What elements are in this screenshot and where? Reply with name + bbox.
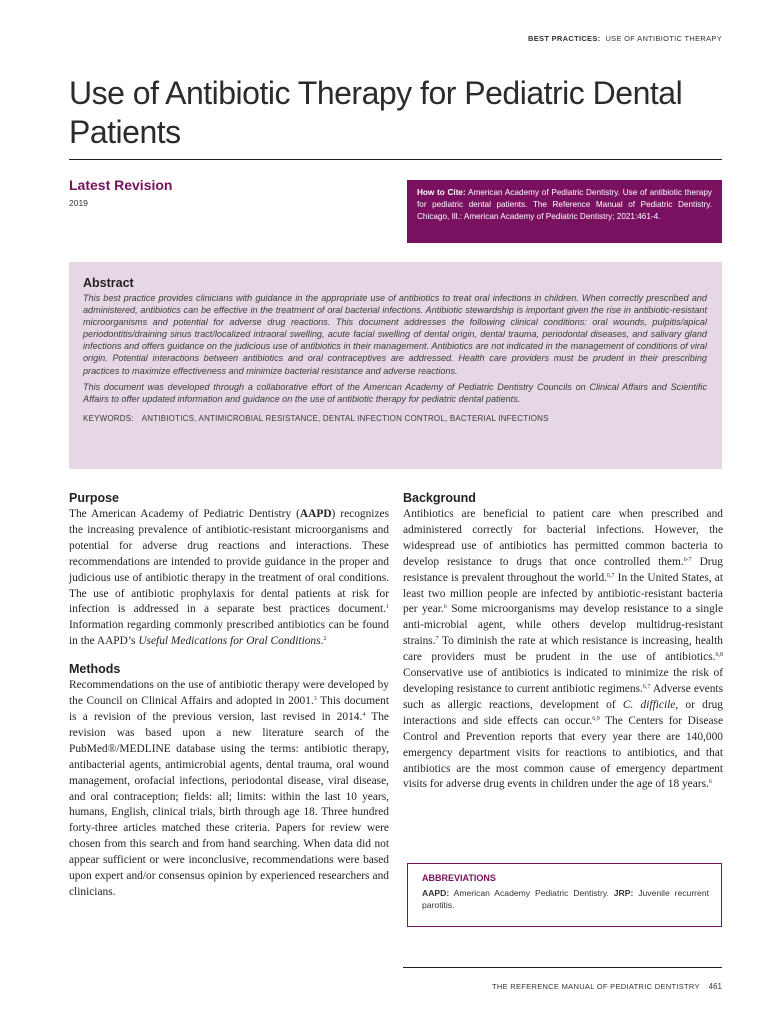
reference-1[interactable]: 1 — [386, 604, 389, 611]
reference-2[interactable]: 2 — [323, 636, 327, 643]
abbreviations-text: AAPD: American Academy Pediatric Dentistry. JRP: Juvenile recurrent parotitis. — [422, 888, 709, 910]
abstract-box — [69, 262, 722, 469]
abstract-heading: Abstract — [83, 276, 134, 290]
reference-4[interactable]: 4 — [362, 711, 366, 718]
right-column — [403, 490, 723, 793]
reference-6-7[interactable]: 6-7 — [683, 556, 692, 563]
abbreviations-heading: ABBREVIATIONS — [422, 873, 496, 883]
useful-medications-title: Useful Medications for Oral Conditions — [138, 635, 321, 648]
keywords-list: ANTIBIOTICS, ANTIMICROBIAL RESISTANCE, DENTAL INFECTION CONTROL, BACTERIAL INFECTIONS — [141, 413, 549, 423]
running-head-topic: USE OF ANTIBIOTIC THERAPY — [605, 34, 722, 43]
revision-heading: Latest Revision — [69, 177, 173, 193]
reference-6-9[interactable]: 6,9 — [592, 715, 600, 722]
reference-6b[interactable]: 6 — [708, 779, 712, 786]
citation-text: American Academy of Pediatric Dentistry. Use of antibiotic therapy for pediatric dental patients. The Reference Manual of Pediatric Dentistry. Chicago, Ill.: American Academy of Pediatric Dentistry; 2021:461-4. — [417, 188, 712, 221]
page-title: Use of Antibiotic Therapy for Pediatric Dental Patients — [69, 75, 683, 150]
keywords-label: KEYWORDS: — [83, 413, 134, 423]
title-divider — [69, 159, 722, 160]
reference-6-7c[interactable]: 6,7 — [642, 683, 651, 690]
citation-label: How to Cite: — [417, 188, 466, 197]
abbreviations-box — [407, 863, 722, 927]
footer-journal-name: THE REFERENCE MANUAL OF PEDIATRIC DENTISTRY — [492, 982, 700, 991]
reference-6[interactable]: 6 — [443, 604, 447, 611]
running-head-label: BEST PRACTICES: — [528, 34, 601, 43]
revision-year: 2019 — [69, 198, 88, 208]
abstract-paragraph: This best practice provides clinicians with guidance in the appropriate use of antibiotics to treat oral infections in children. When correctly prescribed and administered, antibiotics can be effective in the treatment of oral bacterial infections. Antibiotic stewardship is important given the rise in antibiotic-resistant microorganisms and potential for adverse drug reactions. This document addresses the following clinical conditions: oral wounds, pulpitis/apical periodontitis/draining sinus tract/localized intraoral swelling, acute facial swelling of dental origin, dental trauma, periodontal diseases, and salivary gland infections and offers guidance on the judicious use of antibiotics in their management. Antibiotics are not indicated in the management of conditions of viral origin. Potential interactions between antibiotics and oral contraceptives are addressed. Health care providers must be prudent in their prescribing practices to maximize effectiveness and minimize bacterial resistance and adverse reactions. — [83, 293, 707, 376]
citation-box — [407, 180, 722, 243]
page-number: 461 — [708, 982, 722, 991]
reference-3[interactable]: 3 — [313, 696, 317, 703]
purpose-text: The American Academy of Pediatric Dentistry (AAPD) recognizes the increasing prevalence of antibiotic-resistant microorganisms and potential for adverse drug reactions and interactions. These recommendations are intended to provide guidance in the proper and judicious use of antibiotic therapy in the treatment of oral conditions. The use of antibiotic prophylaxis for dental patients at risk for infection is addressed in a separate best practices document.$^1$ Information regarding commonly prescribed antibiotics can be found in the AAPD’s Useful Medications for Oral Conditions.$^2$ — [69, 508, 389, 648]
reference-6-7b[interactable]: 6,7 — [607, 572, 615, 579]
footer-divider — [403, 967, 722, 968]
background-text: Antibiotics are beneficial to patient care when prescribed and administered correctly for bacterial infections. However, the widespread use of antibiotics has permitted common bacteria to develop resistance to drugs that once controlled them.$^{6-7}$ Drug resistance is prevalent throughout the world.$^{6,7}$ In the United States, at least two million people are infected by antibiotic-resistant bacteria per year.$^6$ Some microorganisms may develop resistance to a single anti-microbial agent, while others develop multidrug-resistant strains.$^7$ To diminish the rate at which resistance is increasing, health care providers must be prudent in the use of antibiotics.$^{6,8}$ Conservative use of antibiotics is indicated to minimize the risk of developing resistance to current antibiotic regimens.$^{6,7}$ Adverse events such as allergic reactions, development of C. difficile, or drug interactions and side effects can occur.$^{6,9}$ The Centers for Disease Control and Prevention reports that every year there are 140,000 emergency department visits for reactions to antibiotics, and that antibiotics are the most common cause of emergency department visits for adverse drug events in children under the age of 18 years.$^6$ — [403, 508, 724, 791]
c-difficile: C. difficile — [622, 698, 676, 711]
reference-6-8[interactable]: 6,8 — [715, 652, 723, 659]
reference-7[interactable]: 7 — [435, 636, 439, 643]
aapd-abbrev: AAPD — [299, 508, 332, 520]
methods-text: Recommendations on the use of antibiotic therapy were developed by the Council on Clinical Affairs and adopted in 2001.$^3$ This document is a revision of the previous version, last revised in 2014.$^4$ The revision was based upon a new literature search of the PubMed®/MEDLINE database using the terms: antibiotic therapy, antibacterial agents, antimicrobial agents, dental trauma, oral wound management, orofacial infections, periodontal disease, viral disease, and oral contraception; fields: all; limits: within the last 10 years, humans, English, clinical trials, birth through age 18. Three hundred forty-three articles matched these criteria. Papers for review were chosen from this search and from hand searching. When data did not appear sufficient or were inconclusive, recommendations were based upon expert and/or consensus opinion by experienced researchers and clinicians. — [69, 679, 389, 898]
left-column — [69, 490, 389, 901]
keywords — [83, 414, 707, 423]
running-head — [528, 34, 722, 43]
purpose-heading: Purpose — [69, 491, 120, 505]
methods-heading: Methods — [69, 662, 121, 677]
abstract-paragraph-2: This document was developed through a collaborative effort of the American Academy of Pediatric Dentistry Councils on Clinical Affairs and Scientific Affairs to offer updated information and guidance on the use of antibiotic therapy for pediatric dental patients. — [83, 381, 707, 404]
background-heading: Background — [403, 491, 476, 505]
